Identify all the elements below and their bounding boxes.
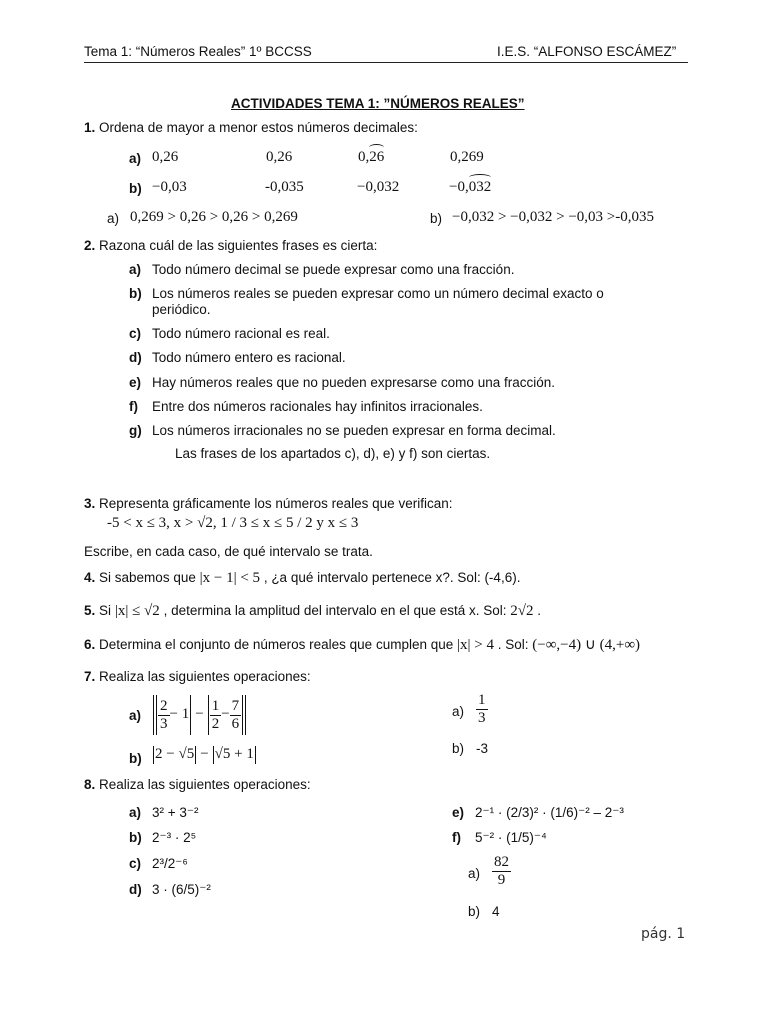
q8-sol-b-label: b)	[468, 904, 481, 919]
fraction: $\frac{2}{3}$	[160, 698, 168, 732]
abs-bar	[195, 746, 196, 764]
q1-sol-b-label: b)	[430, 211, 443, 226]
question-text: , ¿a qué intervalo pertenece x?. Sol: (-4,6).	[263, 570, 521, 585]
q2-item-text: Todo número racional es real.	[152, 326, 330, 341]
q7-a-expression: $\frac{2}{3}$ − 1 − $\frac{1}{2}$ − $\frac{7}{6}$	[152, 694, 247, 736]
q8-item-label: e)	[452, 805, 465, 820]
question-number: 6.	[84, 637, 96, 652]
question-text: Realiza las siguientes operaciones:	[99, 669, 311, 684]
question-text: Razona cuál de las siguientes frases es cierta:	[99, 238, 378, 253]
q8-sol-a-label: a)	[468, 866, 481, 881]
q6-expression: |x| > 4	[457, 637, 494, 653]
q8-item-text: 2⁻³ · 2⁵	[152, 830, 197, 845]
q5-solution: 2√2	[510, 603, 534, 619]
q7-b-label: b)	[129, 751, 142, 766]
q8-item-label: c)	[129, 856, 142, 871]
q7-sol-b-label: b)	[452, 741, 465, 756]
q2-item-text: Todo número entero es racional.	[152, 350, 346, 365]
q1-b-val-3: −0,032	[357, 179, 400, 195]
page-title: ACTIVIDADES TEMA 1: ”NÚMEROS REALES”	[231, 96, 525, 111]
question-8	[84, 777, 311, 793]
question-3	[84, 496, 452, 512]
question-5	[84, 603, 541, 620]
q2-item-text-cont: periódico.	[152, 302, 211, 317]
question-number: 3.	[84, 496, 96, 511]
q2-item-text: Entre dos números racionales hay infinitos irracionales.	[152, 399, 483, 414]
abs-bar	[153, 746, 154, 764]
q3-conditions: -5 < x ≤ 3, x > √2, 1 / 3 ≤ x ≤ 5 / 2 y x ≤ 3	[107, 515, 359, 531]
q2-item-text: Hay números reales que no pueden expresarse como una fracción.	[152, 375, 555, 390]
question-text: .	[537, 603, 542, 618]
q1-b-val-1: −0,03	[152, 179, 187, 195]
q8-item-text: 2⁻¹ · (2/3)² · (1/6)⁻² – 2⁻³	[475, 805, 624, 820]
q1-a-val-1: 0,26	[152, 149, 179, 165]
page-number: pág. 1	[641, 926, 686, 942]
abs-bar	[245, 695, 246, 735]
q8-sol-b: 4	[492, 904, 500, 919]
q2-item-label: b)	[129, 286, 142, 301]
question-4	[84, 570, 520, 587]
q1-a-val-2: 0,26	[266, 149, 293, 165]
question-text: Ordena de mayor a menor estos números decimales:	[99, 120, 418, 135]
q7-b-expression: 2 − √5 − √5 + 1	[155, 746, 254, 763]
q1-sol-a: 0,269 > 0,26 > 0,26 > 0,269	[130, 209, 298, 225]
abs-bar	[213, 746, 214, 764]
q7-sol-b: -3	[476, 741, 489, 756]
q2-item-text: Los números irracionales no se pueden expresar en forma decimal.	[152, 423, 556, 438]
q4-expression: |x − 1| < 5	[199, 570, 261, 586]
q1-b-label: b)	[129, 181, 142, 196]
q8-item-label: a)	[129, 805, 142, 820]
fraction: $\frac{1}{2}$	[211, 698, 220, 732]
q2-item-label: e)	[129, 375, 142, 390]
fraction: $\frac{82}{9}$	[494, 854, 509, 888]
q1-sol-b: −0,032 > −0,032 > −0,03 >-0,035	[452, 209, 655, 225]
header-left: Tema 1: “Números Reales” 1º BCCSS	[84, 44, 312, 59]
question-number: 5.	[84, 603, 96, 618]
q2-item-text: Los números reales se pueden expresar como un número decimal exacto o	[152, 286, 604, 301]
question-text: Si	[99, 603, 112, 618]
abs-bar	[190, 695, 191, 735]
q8-item-label: b)	[129, 830, 142, 845]
question-number: 7.	[84, 669, 96, 684]
q7-sol-a	[476, 692, 488, 726]
question-2	[84, 238, 377, 254]
question-number: 8.	[84, 777, 96, 792]
question-text: Si sabemos que	[99, 570, 196, 585]
question-text: , determina la amplitud del intervalo en el que está x. Sol:	[163, 603, 507, 618]
q1-b-val-4: −0,032	[449, 179, 492, 195]
q2-item-label: c)	[129, 326, 142, 341]
q8-item-text: 3 · (6/5)⁻²	[152, 882, 211, 897]
abs-bar	[208, 695, 209, 735]
question-text: . Sol:	[497, 637, 529, 652]
q3-follow: Escribe, en cada caso, de qué intervalo se trata.	[84, 544, 373, 559]
q8-item-text: 2³/2⁻⁶	[152, 856, 188, 871]
q6-solution: (−∞,−4) ∪ (4,+∞)	[532, 637, 641, 653]
q2-item-label: f)	[129, 399, 138, 414]
abs-bar	[156, 695, 157, 735]
header-rule	[84, 62, 688, 63]
q2-item-label: g)	[129, 423, 142, 438]
q8-item-label: d)	[129, 882, 142, 897]
abs-bar	[153, 695, 154, 735]
q2-answer: Las frases de los apartados c), d), e) y f) son ciertas.	[175, 446, 491, 461]
q2-item-text: Todo número decimal se puede expresar como una fracción.	[152, 262, 515, 277]
q1-a-val-4: 0,269	[450, 149, 484, 165]
q8-item-text: 3² + 3⁻²	[152, 805, 199, 820]
q5-expression: |x| ≤ √2	[114, 603, 160, 619]
fraction: $\frac{7}{6}$	[231, 698, 240, 732]
q8-item-label: f)	[452, 830, 461, 845]
q7-a-label: a)	[129, 708, 142, 723]
q7-sol-a-label: a)	[452, 704, 465, 719]
question-number: 2.	[84, 238, 96, 253]
question-7	[84, 669, 311, 685]
q2-item-label: d)	[129, 350, 142, 365]
q1-b-val-2: -0,035	[265, 179, 304, 195]
header-right: I.E.S. “ALFONSO ESCÁMEZ”	[497, 44, 677, 59]
question-text: Determina el conjunto de números reales que cumplen que	[99, 637, 454, 652]
fraction: $\frac{1}{3}$	[478, 692, 486, 726]
question-number: 4.	[84, 570, 96, 585]
question-number: 1.	[84, 120, 96, 135]
question-text: Representa gráficamente los números reales que verifican:	[99, 496, 453, 511]
q1-sol-a-label: a)	[107, 211, 120, 226]
q2-item-label: a)	[129, 262, 142, 277]
question-1	[84, 120, 418, 136]
q1-a-label: a)	[129, 151, 142, 166]
question-6	[84, 637, 640, 654]
abs-bar	[255, 746, 256, 764]
q8-item-text: 5⁻² · (1/5)⁻⁴	[475, 830, 547, 845]
q8-sol-a	[492, 854, 511, 888]
abs-bar	[242, 695, 243, 735]
q1-a-val-3: 0,26	[358, 149, 385, 165]
question-text: Realiza las siguientes operaciones:	[99, 777, 311, 792]
